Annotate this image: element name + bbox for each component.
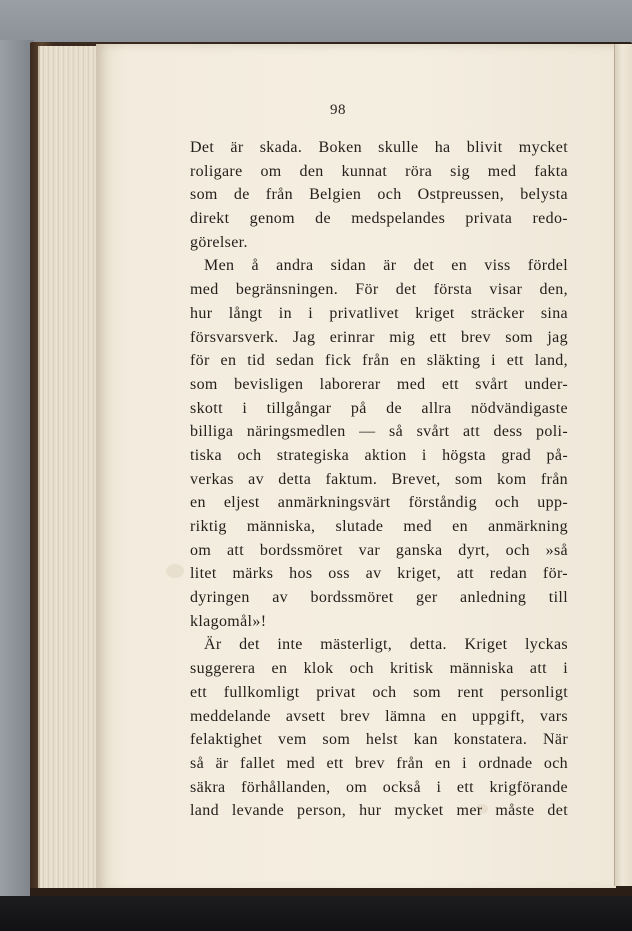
text-line: verkas av detta faktum. Brevet, som kom från (190, 470, 568, 488)
text-line: som de från Belgien och Ostpreussen, belysta (190, 186, 568, 204)
text-line: som bevisligen laborerar med ett svårt under- (190, 375, 568, 393)
text-line: klagomål»! (190, 612, 267, 630)
text-line: försvarsverk. Jag erinrar mig ett brev som jag (190, 328, 568, 346)
text-line: för en tid sedan fick från en släkting i ett land, (190, 352, 568, 370)
text-line: ett fullkomligt privat och som rent personligt (190, 683, 568, 701)
text-line: görelser. (190, 233, 248, 251)
text-line: billiga näringsmedlen — så svårt att dess poli- (190, 423, 568, 441)
body-text (190, 136, 568, 823)
text-line: om att bordssmöret var ganska dyrt, och »så (190, 541, 568, 559)
text-line: riktig människa, slutade med en anmärkning (190, 518, 568, 535)
page-number: 98 (330, 102, 346, 118)
text-line: Är det inte mästerligt, detta. Kriget lyckas (204, 636, 568, 654)
page-edge-right (614, 44, 632, 886)
text-line: Men å andra sidan är det en viss fördel (204, 257, 568, 275)
text-line: tiska och strategiska aktion i högsta grad på- (190, 446, 568, 464)
scan-background-bottom (0, 896, 632, 931)
text-line: litet märks hos oss av kriget, att redan för- (190, 565, 568, 583)
text-line: Det är skada. Boken skulle ha blivit mycket (190, 139, 568, 156)
text-line: dyringen av bordssmöret ger anledning till (190, 589, 568, 607)
text-line: suggerera en klok och kritisk människa att i (190, 660, 568, 678)
text-line: land levande person, hur mycket mer måste det (190, 802, 568, 820)
text-line: felaktighet vem som helst kan konstatera. När (190, 731, 568, 749)
scan-background-top (0, 0, 632, 44)
text-line: roligare om den kunnat röra sig med fakta (190, 162, 568, 180)
text-line: med begränsningen. För det första visar den, (190, 281, 568, 299)
paper-stain (166, 564, 184, 578)
text-line: säkra förhållanden, om också i ett krigförande (190, 778, 568, 796)
page-edges-left (38, 46, 102, 888)
text-line: så är fallet med ett brev från en i ordnade och (190, 754, 568, 772)
text-line: direkt genom de medspelandes privata redo- (190, 210, 568, 228)
scan-background-left (0, 40, 34, 900)
text-line: en eljest anmärkningsvärt förståndig och upp- (190, 494, 568, 512)
text-line: skott i tillgångar på de allra nödvändigaste (190, 399, 568, 417)
text-line: meddelande avsett brev lämna en uppgift, vars (190, 707, 568, 725)
text-line: hur långt in i privatlivet kriget sträcker sina (190, 304, 568, 322)
